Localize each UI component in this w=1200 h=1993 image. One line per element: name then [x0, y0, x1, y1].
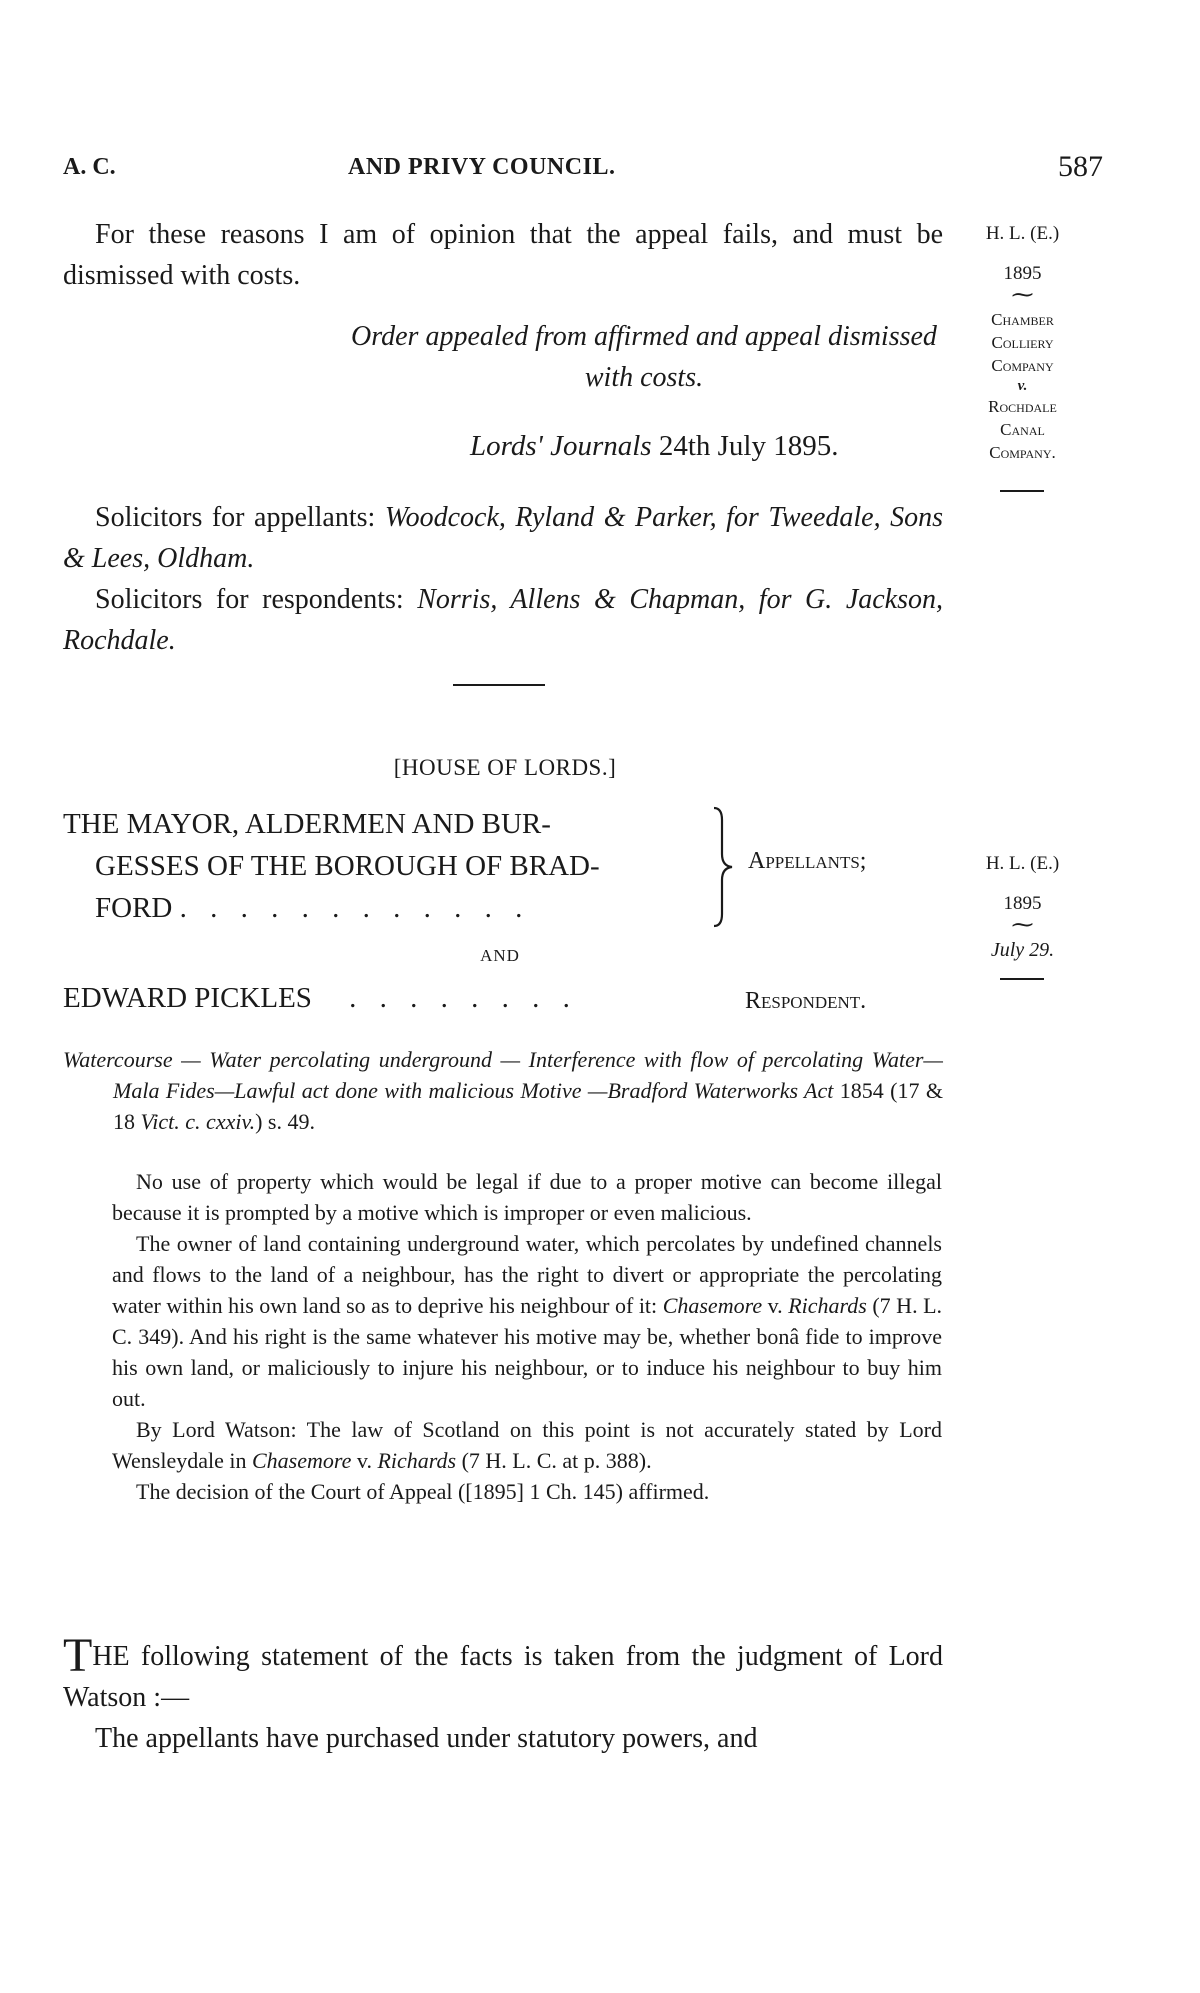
- solicitors-appellants: [63, 497, 943, 579]
- drop-cap: T: [63, 1629, 93, 1682]
- margin2-date: July 29.: [990, 939, 1055, 961]
- and-separator: AND: [480, 946, 520, 965]
- margin-year: 1895: [1003, 263, 1042, 284]
- solicitors-respondents: [63, 579, 943, 661]
- lords-journals-line: [470, 430, 838, 463]
- respondent-leader-dots: . . . . . . . .: [349, 982, 578, 1014]
- right-brace: [712, 806, 734, 928]
- headnote-para3-a: By Lord Watson: The law of Scotland on this point is not accurately stated by Lord Wensleydale in: [112, 1417, 942, 1473]
- headnote-para3-b: (7 H. L. C. at p. 388).: [461, 1448, 652, 1473]
- catchwords-text: Watercourse — Water percolating underground — Interference with flow of percolating Water—Mala Fides—Lawful act done with malicious Motive —Bradford Waterworks Act: [63, 1047, 943, 1103]
- judgment-conclusion: For these reasons I am of opinion that the appeal fails, and must be dismissed with costs.: [63, 219, 943, 291]
- respondent-label: Respondent.: [745, 988, 867, 1014]
- court-heading: [HOUSE OF LORDS.]: [393, 755, 617, 780]
- section-divider: [453, 684, 545, 686]
- appellants-label: Appellants;: [748, 848, 867, 874]
- lords-journals-date: 24th July 1895.: [658, 430, 839, 462]
- case-cite-chasemore: Chasemore: [662, 1293, 763, 1318]
- respondent-name: EDWARD PICKLES: [63, 982, 312, 1014]
- versus: v.: [767, 1293, 783, 1318]
- versus-2: v.: [356, 1448, 372, 1473]
- statement-intro: [63, 1629, 943, 1718]
- margin-party2-line2: Canal: [1000, 420, 1045, 439]
- margin-court: H. L. (E.): [985, 223, 1060, 244]
- margin2-tilde: ⁓: [1011, 912, 1034, 937]
- headnote-body: [112, 1166, 942, 1507]
- page-number: 587: [1058, 150, 1103, 183]
- lords-journals-label: Lords' Journals: [470, 430, 652, 462]
- margin-party2-line1: Rochdale: [988, 397, 1057, 416]
- running-header-title: AND PRIVY COUNCIL.: [348, 154, 616, 180]
- headnote-para2-b: (7 H. L. C. 349). And his right is the same whatever his motive may be, whether bonâ fide to improve his own land, or maliciously to injure his neighbour, or to induce his neighbour to buy him out.: [112, 1293, 943, 1411]
- appellant-leader-dots: . . . . . . . . . . . .: [179, 892, 531, 924]
- margin-party1-line2: Colliery: [991, 333, 1054, 352]
- margin2-rule: [1000, 978, 1044, 980]
- running-header-left: A. C.: [63, 154, 116, 180]
- appellant-line2: GESSES OF THE BOROUGH OF BRAD-: [95, 850, 600, 882]
- appellant-names: [63, 803, 723, 929]
- catchwords: [63, 1044, 943, 1137]
- case-cite-chasemore-2: Chasemore: [251, 1448, 352, 1473]
- headnote-para2: [112, 1228, 942, 1414]
- statute-section: ) s. 49.: [255, 1109, 315, 1134]
- statute-ref: Vict. c. cxxiv.: [140, 1109, 256, 1134]
- margin-note-current-case: [965, 852, 1080, 962]
- headnote-para2-a: The owner of land containing underground water, which percolates by undefined channels and flows to the land of a neighbour, has the right to divert or appropriate the percolating water within his own land so as to deprive his neighbour of it:: [112, 1231, 942, 1318]
- solicitors-appellants-label: Solicitors for appellants:: [95, 502, 376, 533]
- headnote-para1: No use of property which would be legal if due to a proper motive can become illegal because it is prompted by a motive which is improper or even malicious.: [112, 1169, 942, 1225]
- solicitors-appellants-names: Woodcock, Ryland & Parker, for Tweedale, Sons & Lees, Oldham.: [63, 502, 943, 574]
- headnote-para3: [112, 1414, 942, 1476]
- solicitors-respondents-names: Norris, Allens & Chapman, for G. Jackson, Rochdale.: [63, 584, 943, 656]
- order-text: Order appealed from affirmed and appeal dismissed with costs.: [351, 321, 937, 393]
- margin-versus: v.: [1017, 378, 1028, 394]
- margin-party1-line1: Chamber: [991, 310, 1054, 329]
- statement-line: The appellants have purchased under statutory powers, and: [95, 1723, 758, 1754]
- case-cite-richards-2: Richards: [377, 1448, 457, 1473]
- margin-party1-line3: Company: [991, 356, 1054, 375]
- solicitors-respondents-label: Solicitors for respondents:: [95, 584, 404, 615]
- headnote-para4: The decision of the Court of Appeal ([1895] 1 Ch. 145) affirmed.: [136, 1479, 710, 1504]
- case-cite-richards: Richards: [788, 1293, 867, 1318]
- margin-tilde: ⁓: [1011, 282, 1034, 307]
- statement-intro-text: HE following statement of the facts is taken from the judgment of Lord Watson :—: [63, 1641, 943, 1713]
- appellant-line3: [63, 887, 723, 929]
- appellant-line1: THE MAYOR, ALDERMEN AND BUR-: [63, 808, 551, 840]
- margin-note-previous-case: [965, 222, 1080, 464]
- margin-rule: [1000, 490, 1044, 492]
- appellant-line3-text: FORD: [95, 892, 173, 924]
- margin2-year: 1895: [1003, 893, 1042, 914]
- margin2-court: H. L. (E.): [985, 853, 1060, 874]
- statute-year: 1854 (17 & 18: [113, 1078, 944, 1134]
- margin-party2-line3: Company.: [989, 443, 1056, 462]
